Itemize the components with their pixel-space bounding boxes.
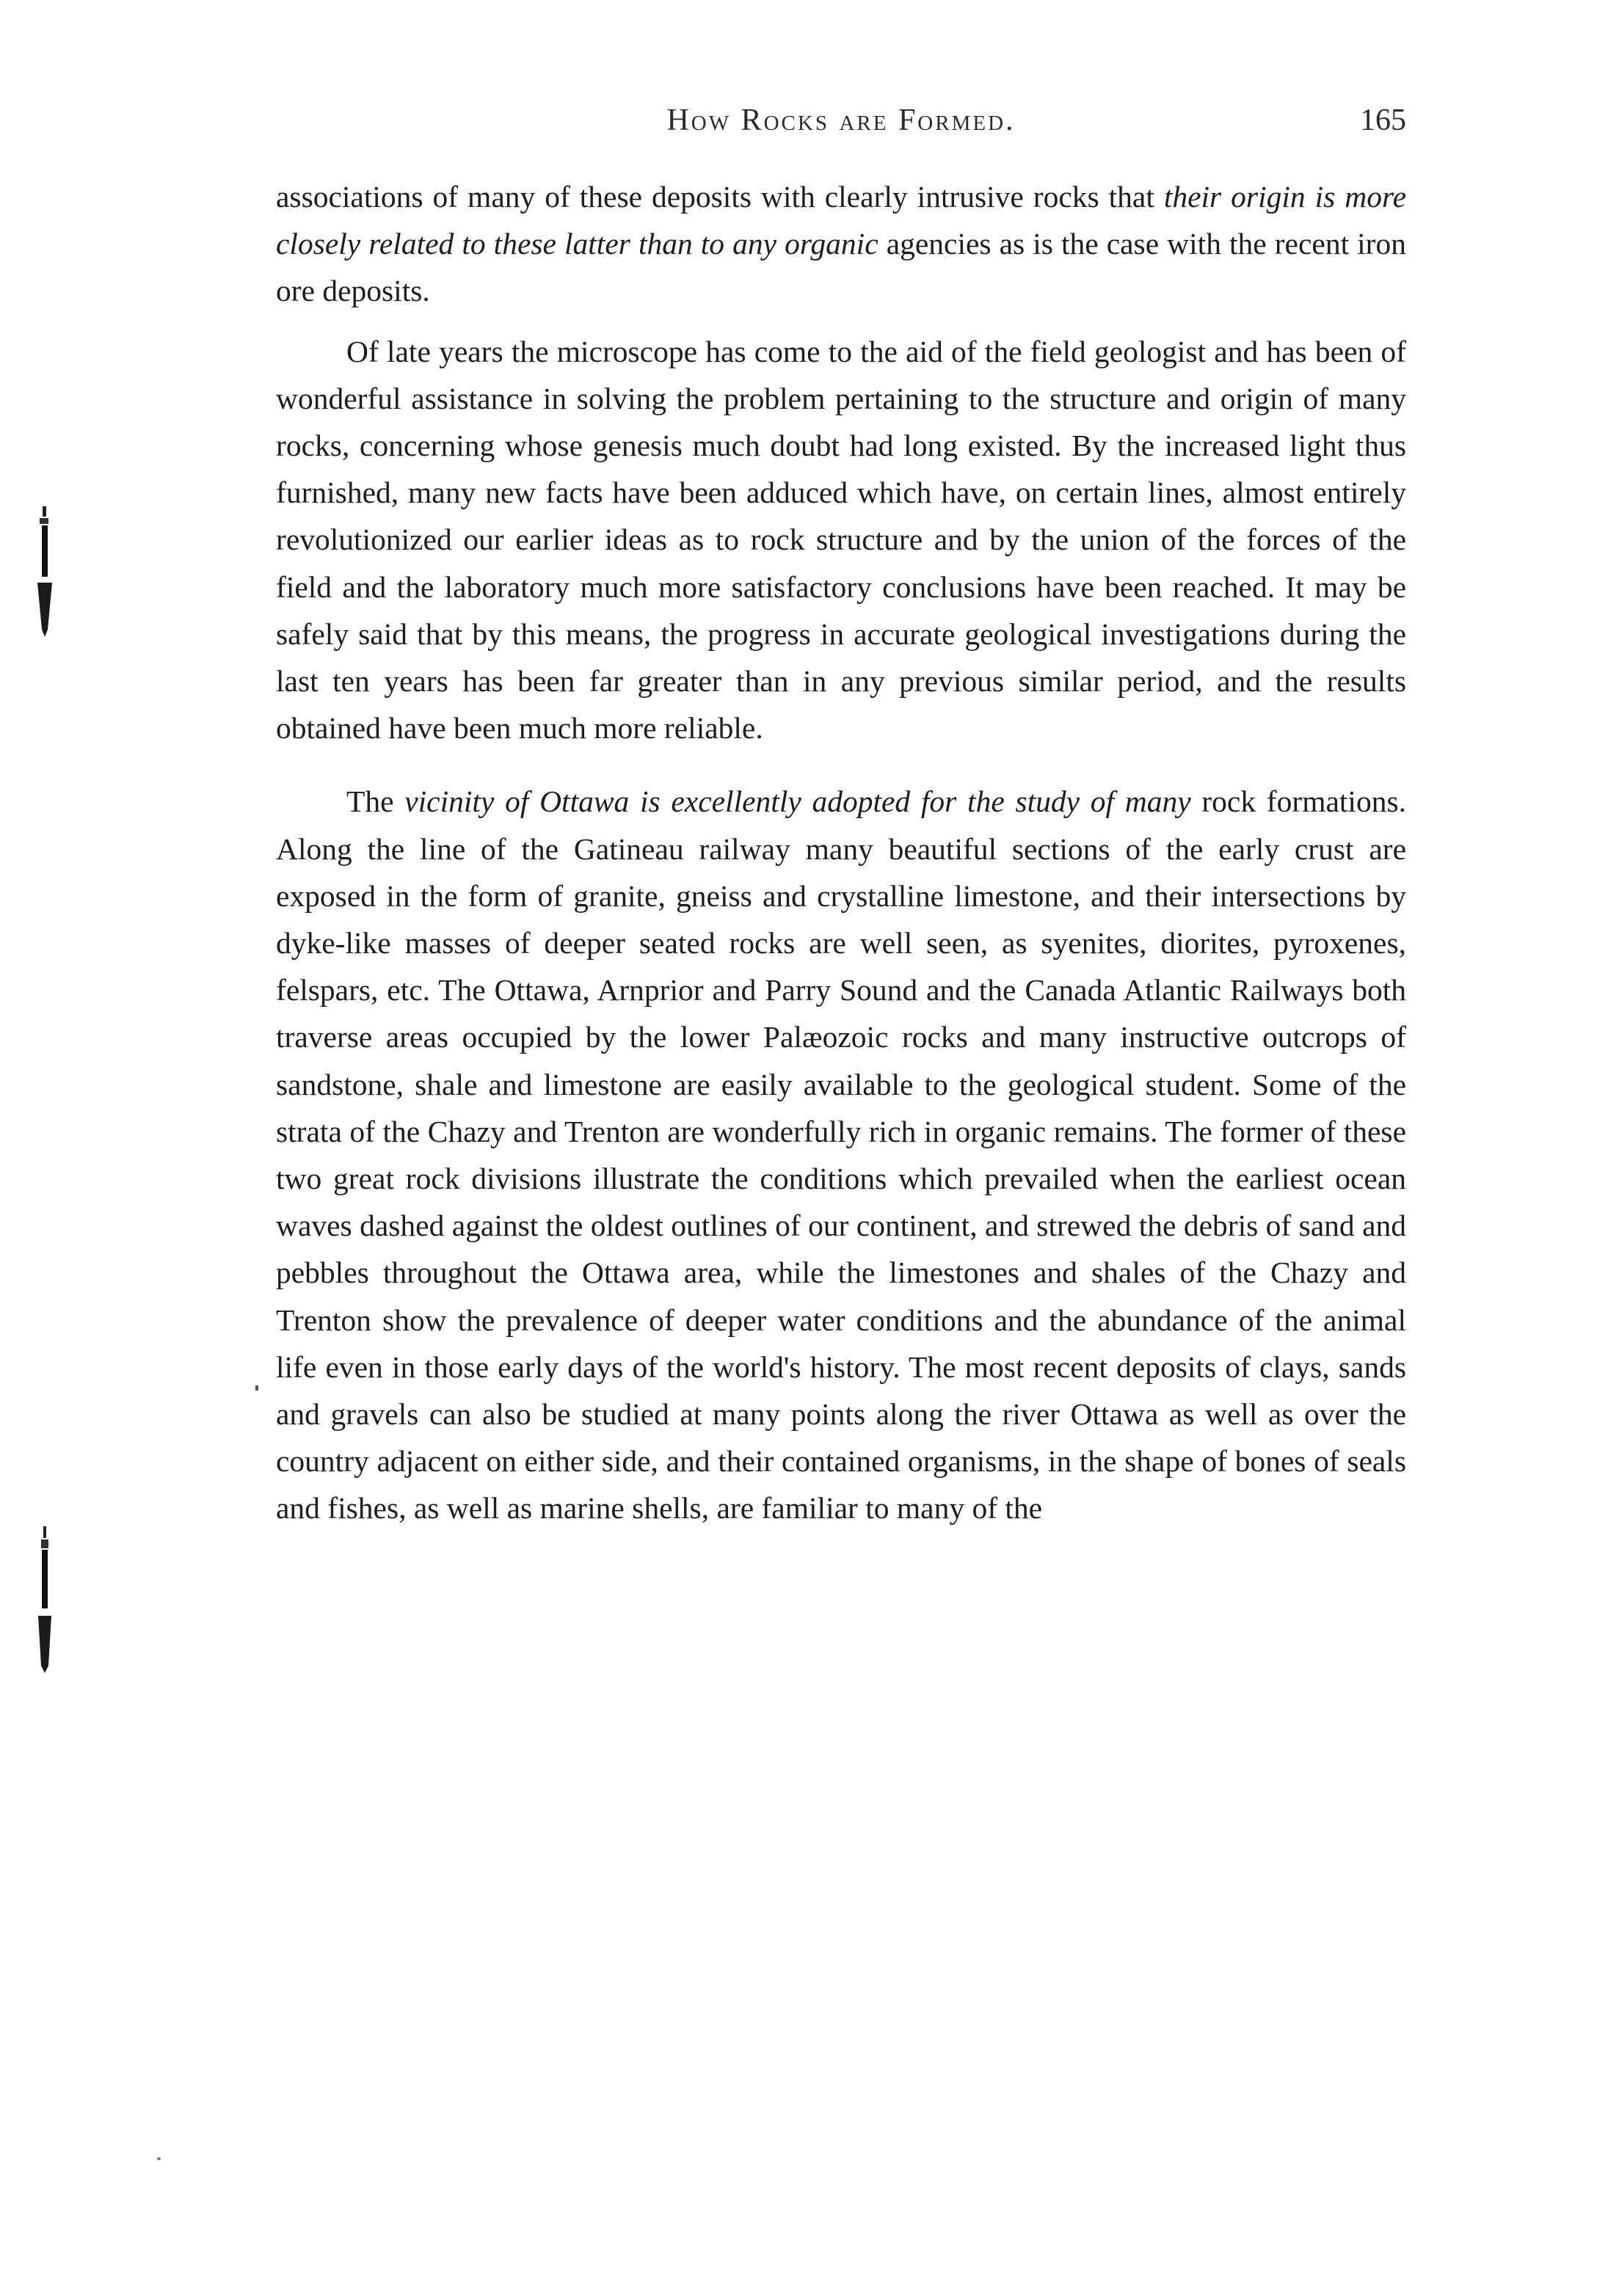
- scan-speck: [157, 2157, 161, 2160]
- binding-stitch-mark-lower: [35, 1526, 54, 1673]
- page-number: 165: [1360, 103, 1406, 137]
- running-title: How Rocks are Formed.: [666, 103, 1016, 137]
- paragraph-3-italic: vicinity of Ottawa is excellently adopted for the study of many: [404, 784, 1191, 819]
- body-text: [276, 173, 1406, 1532]
- paragraph-ottawa-vicinity: [276, 778, 1406, 1531]
- paragraph-microscope: Of late years the microscope has come to the aid of the field geologist and has been of wonderful assistance in solving the problem pertaining to the structure and origin of many rocks, concerning whose genesis much doubt had long existed. By the increased light thus furnished, many new facts have been adduced which have, on certain lines, almost entirely revolutionized our earlier ideas as to rock structure and by the union of the forces of the field and the laboratory much more satisfactory conclusions have been reached. It may be safely said that by this means, the progress in accurate geological investigations during the last ten years has been far greater than in any previous similar period, and the results obtained have been much more reliable.: [276, 334, 1406, 746]
- paragraph-1-end: agencies as is the case with the recent iron ore deposits.: [276, 227, 1407, 308]
- binding-stitch-mark-upper: [35, 506, 54, 638]
- paragraph-1-italic: their origin is more closely related to these latter than to any organic: [276, 180, 1406, 261]
- paragraph-3-start: The: [346, 784, 405, 819]
- margin-speck: [255, 1385, 258, 1391]
- paragraph-continued: [276, 173, 1406, 315]
- paragraph-1-start: associations of many of these deposits with clearly intrusive rocks that: [276, 180, 1164, 214]
- paragraph-3-end: rock formations. Along the line of the Gatineau railway many beautiful sections of the early crust are exposed in the form of granite, gneiss and crystalline limestone, and their intersections by dyke-like masses of deeper seated rocks are well seen, as syenites, diorites, pyroxenes, felspars, etc. The Ottawa, Arnprior and Parry Sound and the Canada Atlantic Railways both traverse areas occupied by the lower Palæozoic rocks and many instructive outcrops of sandstone, shale and limestone are easily available to the geological student. Some of the strata of the Chazy and Trenton are wonderfully rich in organic remains. The former of these two great rock divisions illustrate the conditions which prevailed when the earliest ocean waves dashed against the oldest outlines of our continent, and strewed the debris of sand and pebbles throughout the Ottawa area, while the limestones and shales of the Chazy and Trenton show the prevalence of deeper water conditions and the abundance of the animal life even in those early days of the world's history. The most recent deposits of clays, sands and gravels can also be studied at many points along the river Ottawa as well as over the country adjacent on either side, and their contained organisms, in the shape of bones of seals and fishes, as well as marine shells, are familiar to many of the: [276, 784, 1406, 1526]
- running-head: [276, 103, 1406, 147]
